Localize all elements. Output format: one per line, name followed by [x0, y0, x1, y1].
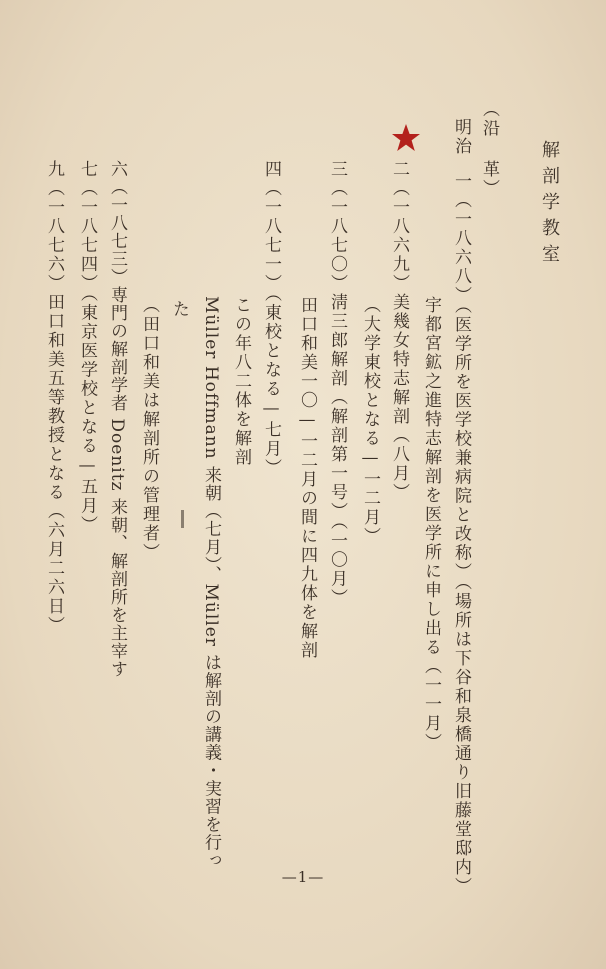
text-column-8: この年八二体を解剖 — [231, 296, 251, 467]
text-column-1: 一（一八六八）（医学所を医学校兼病院と改称）（場所は下谷和泉橋通り旧藤堂邸内） — [451, 172, 471, 896]
text-column-9: Müller Hoffmann 来朝（七月）、Müller は解剖の講義・実習を行っ — [201, 296, 221, 870]
text-column-13: 七（一八七四）（東京医学校となる—五月） — [77, 160, 97, 535]
text-column-10: た — [169, 300, 189, 319]
text-column-11: （田口和美は解剖所の管理者） — [139, 296, 159, 562]
text-column-7: 四（一八七一）（東校となる—七月） — [261, 160, 281, 478]
page-title: 解剖学教室 — [539, 140, 560, 270]
era-label: 明治 — [451, 118, 471, 156]
page-number: —1— — [281, 868, 325, 886]
text-column-6: 田口和美一〇—一二月の間に四九体を解剖 — [297, 296, 317, 660]
text-column-12: 六（一八七三）専門の解剖学者 Doenitz 来朝、解剖所を主宰す — [107, 160, 127, 678]
text-column-14: 九（一八七六）田口和美五等教授となる（六月二六日） — [44, 160, 64, 635]
section-heading: （沿 革） — [479, 100, 499, 198]
red-star-icon — [391, 123, 421, 153]
margin-mark — [181, 510, 184, 528]
text-column-3: 二（一八六九）美幾女特志解剖（八月） — [389, 160, 409, 502]
text-column-2: 宇都宮鉱之進特志解剖を医学所に申し出る（一一月） — [421, 296, 441, 752]
text-column-5: 三（一八七〇）淸三郎解剖（解剖第一号）（一〇月） — [327, 160, 347, 608]
text-column-4: （大学東校となる—一二月） — [360, 296, 380, 546]
